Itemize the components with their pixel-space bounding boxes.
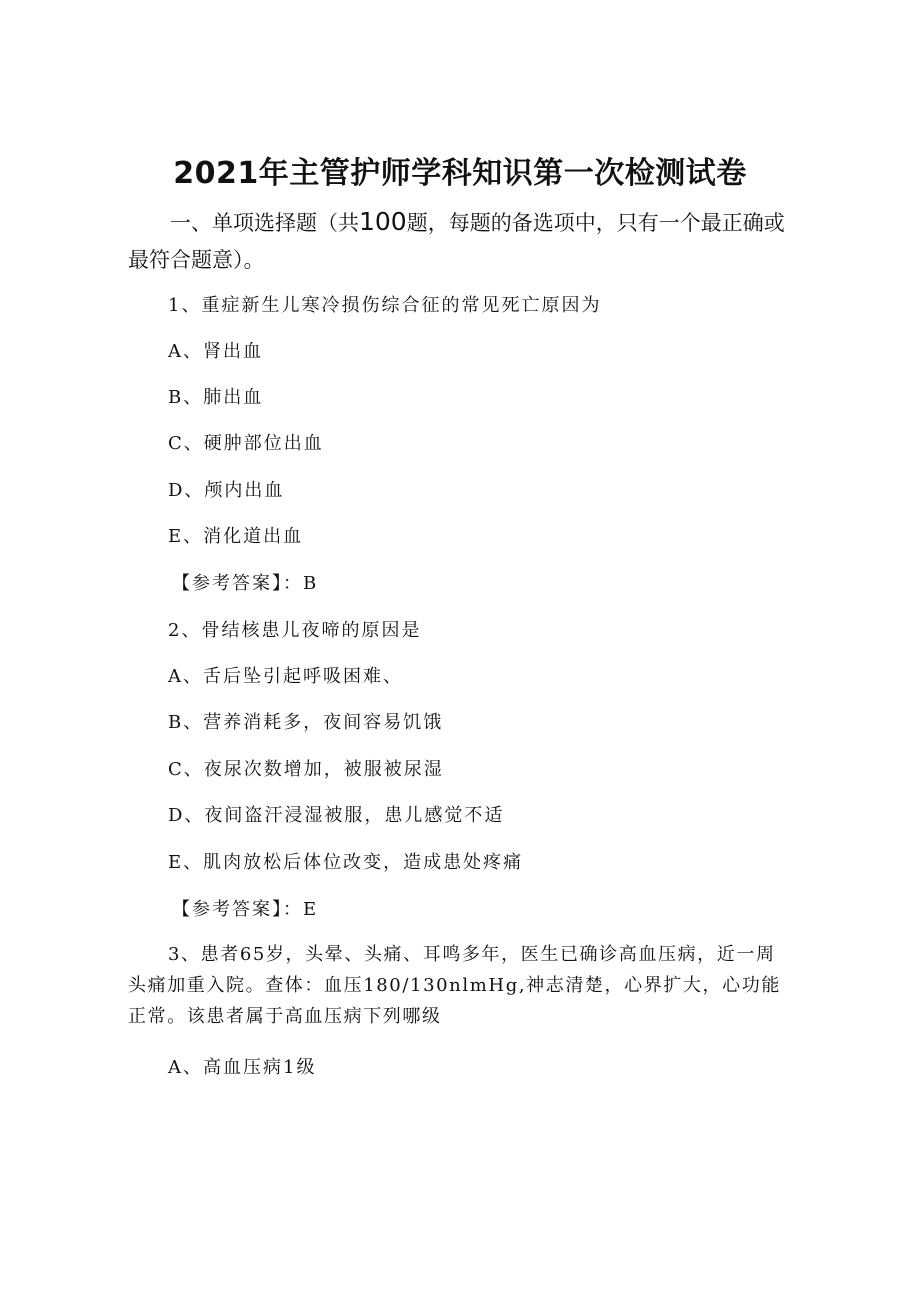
answer-option: A、舌后坠引起呼吸困难、 <box>168 666 403 687</box>
answer-option: C、硬肿部位出血 <box>168 433 324 454</box>
document-title: 2021年主管护师学科知识第一次检测试卷 <box>173 156 747 191</box>
answer-option: D、颅内出血 <box>168 480 285 501</box>
reference-answer: 【参考答案】：E <box>172 899 319 920</box>
question-stem: 2、骨结核患儿夜啼的原因是 <box>168 620 422 641</box>
answer-option: A、高血压病1级 <box>168 1057 317 1078</box>
question-stem: 3、患者65岁，头晕、头痛、耳鸣多年，医生已确诊高血压病，近一周头痛加重入院。查体：血压180/130nlmHg,神志清楚，心界扩大，心功能正常。该患者属于高血压病下列哪级 <box>128 944 781 1027</box>
answer-option: E、肌肉放松后体位改变，造成患处疼痛 <box>168 852 524 873</box>
section-heading-suffix: 题，每题的备选项中，只有一个最正确或最符合题意）。 <box>128 211 785 272</box>
answer-option: B、肺出血 <box>168 387 264 408</box>
answer-option: C、夜尿次数增加，被服被尿湿 <box>168 759 444 780</box>
reference-answer: 【参考答案】：B <box>172 573 319 594</box>
answer-option: B、营养消耗多，夜间容易饥饿 <box>168 712 444 733</box>
question-stem: 1、重症新生儿寒冷损伤综合征的常见死亡原因为 <box>168 295 602 316</box>
answer-option: E、消化道出血 <box>168 526 304 547</box>
section-heading-prefix: 一、单项选择题（共 <box>170 211 359 235</box>
answer-option: D、夜间盗汗浸湿被服，患儿感觉不适 <box>168 805 505 826</box>
answer-option: A、肾出血 <box>168 341 263 362</box>
question-count: 100 <box>359 207 407 236</box>
section-heading <box>86 203 792 279</box>
